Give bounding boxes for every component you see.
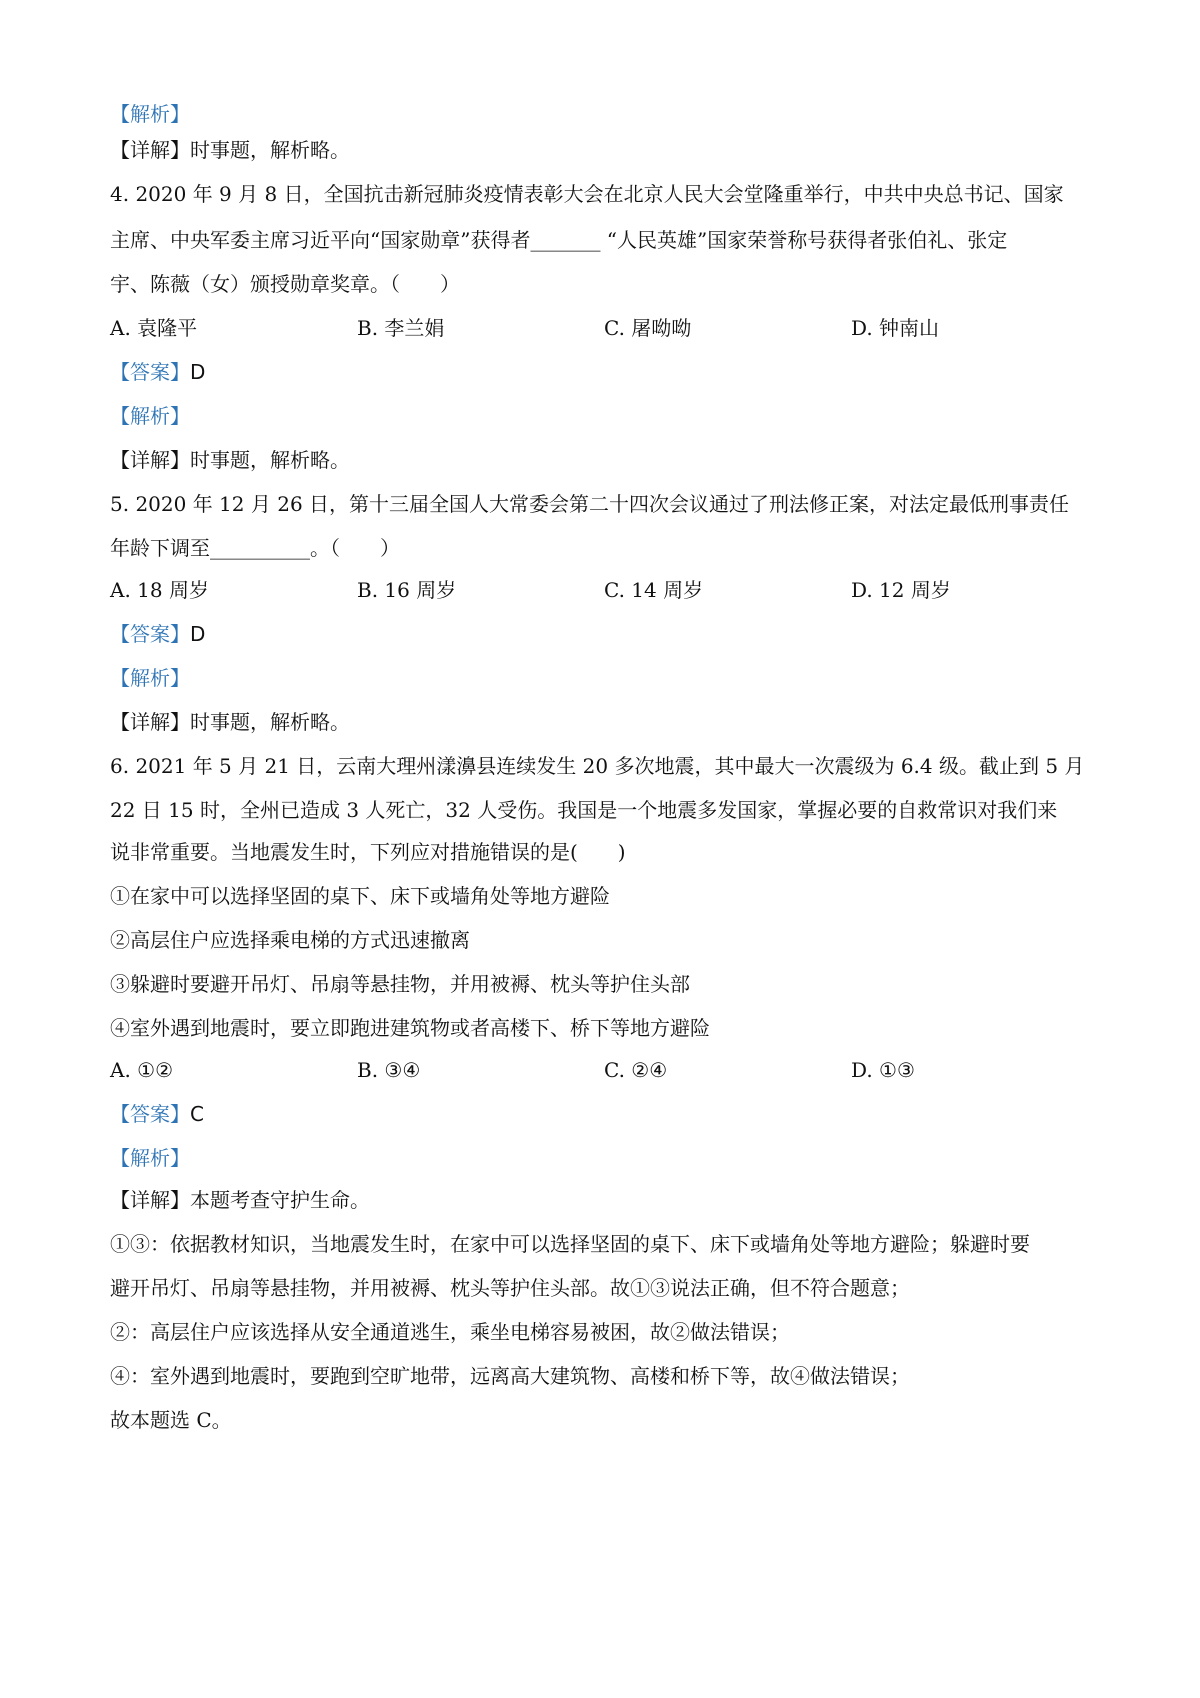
q5-option-c: C. 14 周岁 bbox=[604, 578, 704, 602]
q4-line-3: 宇、陈薇（女）颁授勋章奖章。（ ） bbox=[110, 272, 460, 296]
q6-statement-4: ④室外遇到地震时，要立即跑进建筑物或者高楼下、桥下等地方避险 bbox=[110, 1016, 710, 1040]
q5-option-d: D. 12 周岁 bbox=[851, 578, 951, 602]
q4-answer: 【答案】D bbox=[110, 360, 206, 384]
q6-line-1: 6. 2021 年 5 月 21 日，云南大理州漾濞县连续发生 20 多次地震，其中最大一次震级为 6.4 级。截止到 5 月 bbox=[110, 754, 1085, 778]
q6-answer: 【答案】C bbox=[110, 1102, 204, 1126]
q5-option-b: B. 16 周岁 bbox=[357, 578, 457, 602]
q4-option-b: B. 李兰娟 bbox=[357, 316, 445, 340]
detail-top: 【详解】时事题，解析略。 bbox=[110, 138, 350, 162]
q6-explanation-4: ④：室外遇到地震时，要跑到空旷地带，远离高大建筑物、高楼和桥下等，故④做法错误； bbox=[110, 1364, 910, 1388]
q5-analysis-label: 【解析】 bbox=[110, 666, 190, 690]
q4-analysis-label: 【解析】 bbox=[110, 404, 190, 428]
q6-line-2: 22 日 15 时，全州已造成 3 人死亡，32 人受伤。我国是一个地震多发国家，掌握必要的自救常识对我们来 bbox=[110, 798, 1058, 822]
q5-answer: 【答案】D bbox=[110, 622, 206, 646]
q5-line-2: 年龄下调至__________。（ ） bbox=[110, 536, 400, 560]
q6-explanation-1: ①③：依据教材知识，当地震发生时，在家中可以选择坚固的桌下、床下或墙角处等地方避险；躲避时要 bbox=[110, 1232, 1030, 1256]
q6-line-3: 说非常重要。当地震发生时，下列应对措施错误的是( ) bbox=[110, 840, 626, 864]
analysis-label-top: 【解析】 bbox=[110, 102, 190, 126]
q6-analysis-label: 【解析】 bbox=[110, 1146, 190, 1170]
q5-option-a: A. 18 周岁 bbox=[110, 578, 209, 602]
q5-detail: 【详解】时事题，解析略。 bbox=[110, 710, 350, 734]
q4-line-1: 4. 2020 年 9 月 8 日，全国抗击新冠肺炎疫情表彰大会在北京人民大会堂隆重举行，中共中央总书记、国家 bbox=[110, 182, 1064, 206]
q5-line-1: 5. 2020 年 12 月 26 日，第十三届全国人大常委会第二十四次会议通过了刑法修正案，对法定最低刑事责任 bbox=[110, 492, 1070, 516]
q6-detail: 【详解】本题考查守护生命。 bbox=[110, 1188, 370, 1212]
q4-line-2: 主席、中央军委主席习近平向“国家勋章”获得者_______ “人民英雄”国家荣誉称号获得者张伯礼、张定 bbox=[110, 228, 1008, 252]
q6-explanation-5: 故本题选 C。 bbox=[110, 1408, 232, 1432]
q6-option-d: D. ①③ bbox=[851, 1058, 915, 1082]
q4-option-d: D. 钟南山 bbox=[851, 316, 940, 340]
q6-explanation-3: ②：高层住户应该选择从安全通道逃生，乘坐电梯容易被困，故②做法错误； bbox=[110, 1320, 790, 1344]
q4-option-a: A. 袁隆平 bbox=[110, 316, 198, 340]
q6-explanation-2: 避开吊灯、吊扇等悬挂物，并用被褥、枕头等护住头部。故①③说法正确，但不符合题意； bbox=[110, 1276, 910, 1300]
q6-option-c: C. ②④ bbox=[604, 1058, 668, 1082]
q6-option-a: A. ①② bbox=[110, 1058, 174, 1082]
q6-statement-1: ①在家中可以选择坚固的桌下、床下或墙角处等地方避险 bbox=[110, 884, 610, 908]
q4-detail: 【详解】时事题，解析略。 bbox=[110, 448, 350, 472]
q6-statement-3: ③躲避时要避开吊灯、吊扇等悬挂物，并用被褥、枕头等护住头部 bbox=[110, 972, 690, 996]
q6-option-b: B. ③④ bbox=[357, 1058, 421, 1082]
q6-statement-2: ②高层住户应选择乘电梯的方式迅速撤离 bbox=[110, 928, 470, 952]
q4-option-c: C. 屠呦呦 bbox=[604, 316, 692, 340]
